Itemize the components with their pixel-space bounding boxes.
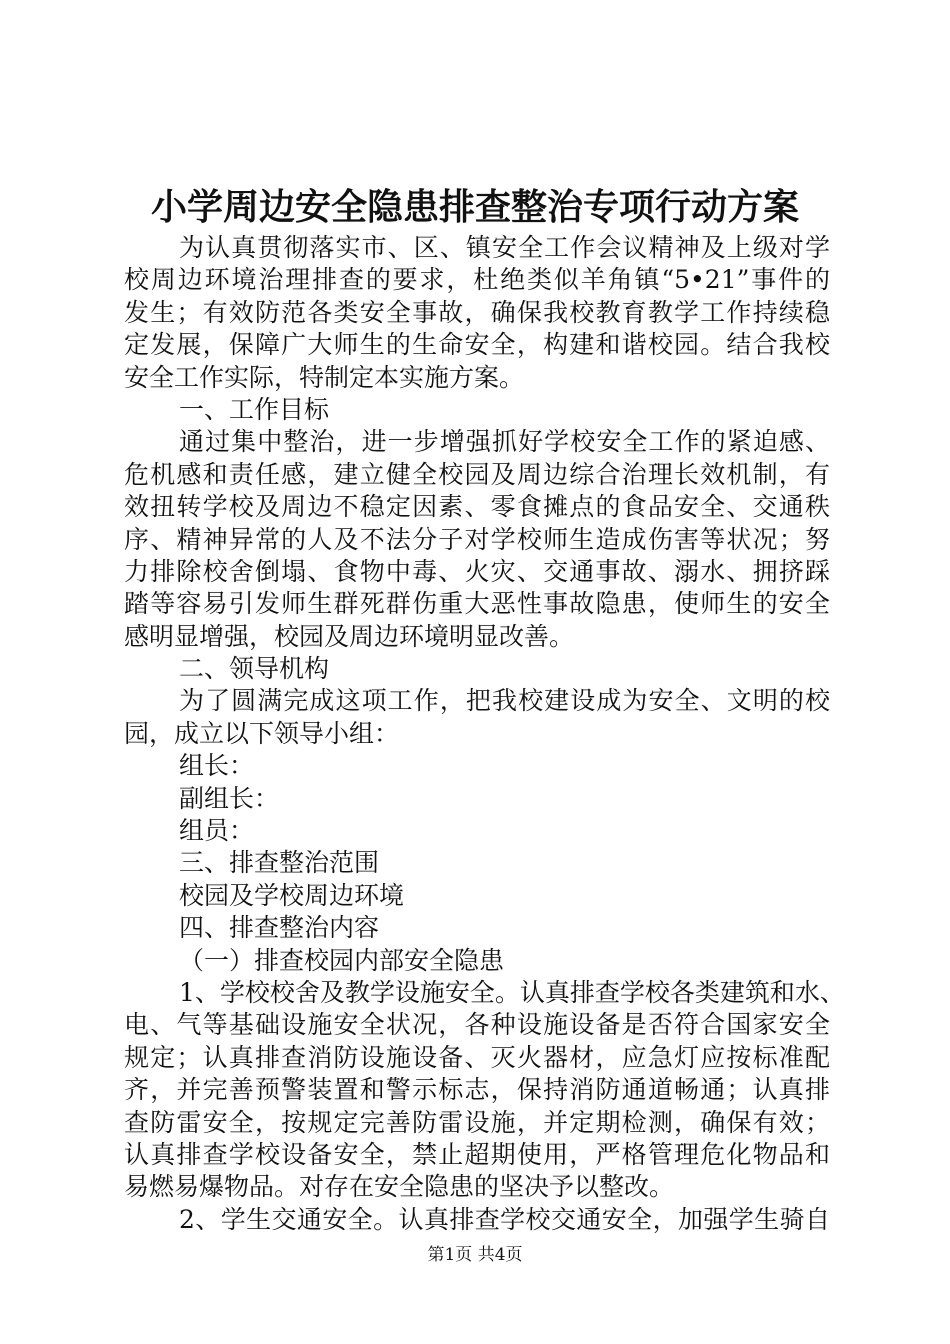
document-body [124,232,845,1236]
body-line: 发生；有效防范各类安全事故，确保我校教育教学工作持续稳 [124,297,830,327]
body-line: 效扭转学校及周边不稳定因素、零食摊点的食品安全、交通秩 [124,492,830,522]
document-title: 小学周边安全隐患排查整治专项行动方案 [150,186,799,228]
body-line: 园，成立以下领导小组： [124,718,400,748]
body-line: 副组长： [179,783,280,813]
body-line: 为认真贯彻落实市、区、镇安全工作会议精神及上级对学 [179,233,830,262]
body-line: 序、精神异常的人及不法分子对学校师生造成伤害等状况；努 [124,524,830,554]
body-line: 安全工作实际，特制定本实施方案。 [124,362,525,392]
body-line: 二、领导机构 [179,654,330,684]
body-line: 踏等容易引发师生群死群伤重大恶性事故隐患，使师生的安全 [124,589,830,619]
body-line: 为了圆满完成这项工作，把我校建设成为安全、文明的校 [179,686,830,716]
body-line: 查防雷安全，按规定完善防雷设施，并定期检测，确保有效； [124,1107,830,1137]
body-line: 易燃易爆物品。对存在安全隐患的坚决予以整改。 [124,1172,675,1202]
page-footer: 第1页 共4页 [427,1245,523,1265]
body-line: 定发展，保障广大师生的生命安全，构建和谐校园。结合我校 [124,330,830,360]
body-line: 校园及学校周边环境 [179,880,405,910]
body-line: 感明显增强，校园及周边环境明显改善。 [124,621,575,651]
body-line: 齐，并完善预警装置和警示标志，保持消防通道畅通；认真排 [124,1075,830,1105]
body-line: 组长： [179,751,255,781]
body-line: 认真排查学校设备安全，禁止超期使用，严格管理危化物品和 [124,1139,830,1169]
body-line: 组员： [179,816,255,846]
body-line: 电、气等基础设施安全状况，各种设施设备是否符合国家安全 [124,1010,830,1040]
body-line: 规定；认真排查消防设施设备、灭火器材，应急灯应按标准配 [124,1042,830,1072]
body-line: 四、排查整治内容 [179,913,380,943]
body-line: 校周边环境治理排查的要求，杜绝类似羊角镇“5•21”事件的 [124,265,830,295]
body-line: 通过集中整治，进一步增强抓好学校安全工作的紧迫感、 [179,427,830,457]
body-line: 力排除校舍倒塌、食物中毒、火灾、交通事故、溺水、拥挤踩 [124,556,830,586]
body-line: （一）排查校园内部安全隐患 [179,945,505,975]
body-line: 三、排查整治范围 [179,848,380,878]
body-line: 一、工作目标 [179,394,330,424]
body-line: 1、学校校舍及教学设施安全。认真排查学校各类建筑和水、 [179,977,845,1007]
body-line: 2、学生交通安全。认真排查学校交通安全，加强学生骑自 [179,1204,830,1234]
body-line: 危机感和责任感，建立健全校园及周边综合治理长效机制，有 [124,459,830,489]
